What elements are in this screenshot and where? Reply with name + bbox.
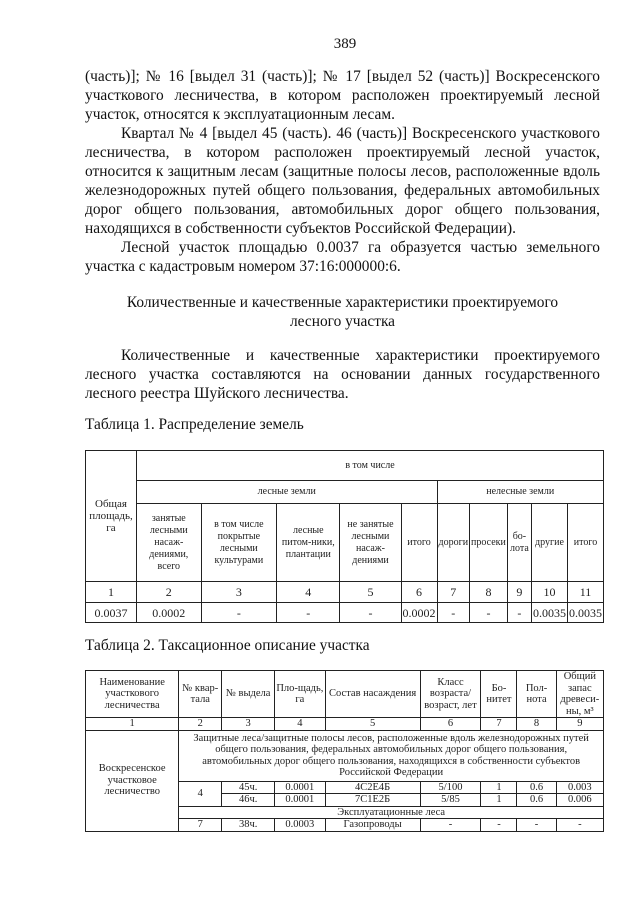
table-cell: Газопроводы (325, 819, 420, 832)
column-header: итого (401, 504, 437, 582)
table-cell: 0.6 (517, 781, 556, 794)
column-header: занятые лесными насаж-дениями, всего (137, 504, 202, 582)
column-number: 1 (86, 718, 179, 731)
column-number: 8 (517, 718, 556, 731)
table-cell: - (556, 819, 603, 832)
column-number: 5 (325, 718, 420, 731)
header-forest-lands: лесные земли (137, 481, 438, 504)
table2-caption: Таблица 2. Таксационное описание участка (85, 637, 370, 654)
group-protective-forests: Защитные леса/защитные полосы лесов, расположенные вдоль железнодорожных путей общего пользования, федеральных автомобильных дорог общего пользования, автомобильных дорог общего пользования, находящихся в собственности субъектов Российской Федерации (179, 730, 604, 781)
paragraph-1: (часть)]; № 16 [выдел 31 (часть)]; № 17 [выдел 52 (часть)] Воскресенского участкового лесничества, в котором расположен проектируемый лесной участок, относятся к эксплуатационным лесам. (85, 68, 600, 123)
table-cell: 0.0035 (531, 603, 567, 623)
column-header: бо-лота (507, 504, 531, 582)
column-number: 4 (277, 582, 340, 603)
column-header: просеки (470, 504, 508, 582)
column-header: в том числе покрытые лесными культурами (201, 504, 277, 582)
forestry-name: Воскресенское участковое лесничество (86, 730, 179, 831)
table-cell: 0.0002 (137, 603, 202, 623)
table-cell: 0.6 (517, 794, 556, 807)
column-header: не занятые лесными насаж-дениями (340, 504, 401, 582)
table-cell: 5/100 (420, 781, 481, 794)
column-header: Общий запас древеси-ны, м³ (556, 671, 603, 718)
group-exploitation-forests: Эксплуатационные леса (179, 806, 604, 819)
table-cell: 0.0001 (275, 794, 326, 807)
column-number: 7 (437, 582, 470, 603)
table-cell: - (517, 819, 556, 832)
column-header: лесные питом-ники, плантации (277, 504, 340, 582)
table-cell: - (437, 603, 470, 623)
table-cell: 0.006 (556, 794, 603, 807)
land-distribution-table (85, 450, 604, 623)
column-number: 11 (567, 582, 603, 603)
column-number: 6 (420, 718, 481, 731)
column-number: 7 (481, 718, 517, 731)
table-cell: - (507, 603, 531, 623)
table-cell: 0.003 (556, 781, 603, 794)
table-cell: 0.0035 (567, 603, 603, 623)
column-header: Состав насаждения (325, 671, 420, 718)
column-header: Пло-щадь, га (275, 671, 326, 718)
column-number: 9 (507, 582, 531, 603)
table-cell: - (420, 819, 481, 832)
column-header: другие (531, 504, 567, 582)
column-header: Пол-нота (517, 671, 556, 718)
table-cell: 4С2Е4Б (325, 781, 420, 794)
table-cell: 0.0037 (86, 603, 137, 623)
table-cell: - (481, 819, 517, 832)
table-cell: 1 (481, 794, 517, 807)
taxation-table (85, 670, 604, 832)
column-number: 5 (340, 582, 401, 603)
column-number: 1 (86, 582, 137, 603)
paragraph-3: Лесной участок площадью 0.0037 га образуется частью земельного участка с кадастровым номером 37:16:000000:6. (85, 239, 600, 275)
column-number: 10 (531, 582, 567, 603)
table-cell: 1 (481, 781, 517, 794)
table-cell: 38ч. (222, 819, 275, 832)
section-paragraph: Количественные и качественные характеристики проектируемого лесного участка составляются на основании данных государственного лесного реестра Шуйского лесничества. (85, 347, 600, 402)
column-number: 9 (556, 718, 603, 731)
table-cell: - (470, 603, 508, 623)
column-number: 4 (275, 718, 326, 731)
column-header: № выдела (222, 671, 275, 718)
column-number: 8 (470, 582, 508, 603)
column-number: 2 (179, 718, 222, 731)
header-nonforest-lands: нелесные земли (437, 481, 604, 504)
column-header: № квар-тала (179, 671, 222, 718)
table-cell: 46ч. (222, 794, 275, 807)
column-header: Класс возраста/ возраст, лет (420, 671, 481, 718)
table-cell: - (340, 603, 401, 623)
table-cell: 5/85 (420, 794, 481, 807)
quarter-number: 4 (179, 781, 222, 806)
page-number: 389 (333, 36, 357, 52)
header-including: в том числе (137, 451, 604, 481)
column-header: Бо-нитет (481, 671, 517, 718)
column-header: итого (567, 504, 603, 582)
column-number: 3 (201, 582, 277, 603)
column-header: дороги (437, 504, 470, 582)
column-header: Наименование участкового лесничества (86, 671, 179, 718)
table-cell: 7С1Е2Б (325, 794, 420, 807)
table-cell: - (277, 603, 340, 623)
table-cell: - (201, 603, 277, 623)
column-number: 6 (401, 582, 437, 603)
table-cell: 45ч. (222, 781, 275, 794)
paragraph-2: Квартал № 4 [выдел 45 (часть). 46 (часть)] Воскресенского участкового лесничества, в котором расположен проектируемый лесной участок, относится к защитным лесам (защитные полосы лесов, расположенные вдоль железнодорожных путей общего пользования, федеральных автомобильных дорог общего пользования, автомобильных дорог общего пользования, находящихся в собственности субъектов Российской Федерации). (85, 125, 600, 237)
table-cell: 7 (179, 819, 222, 832)
column-number: 2 (137, 582, 202, 603)
section-heading: Количественные и качественные характеристики проектируемого лесного участка (126, 294, 559, 330)
table-cell: 0.0001 (275, 781, 326, 794)
table1-caption: Таблица 1. Распределение земель (85, 416, 304, 433)
table-cell: 0.0002 (401, 603, 437, 623)
header-total-area: Общая площадь, га (86, 451, 137, 582)
table-cell: 0.0003 (275, 819, 326, 832)
column-number: 3 (222, 718, 275, 731)
